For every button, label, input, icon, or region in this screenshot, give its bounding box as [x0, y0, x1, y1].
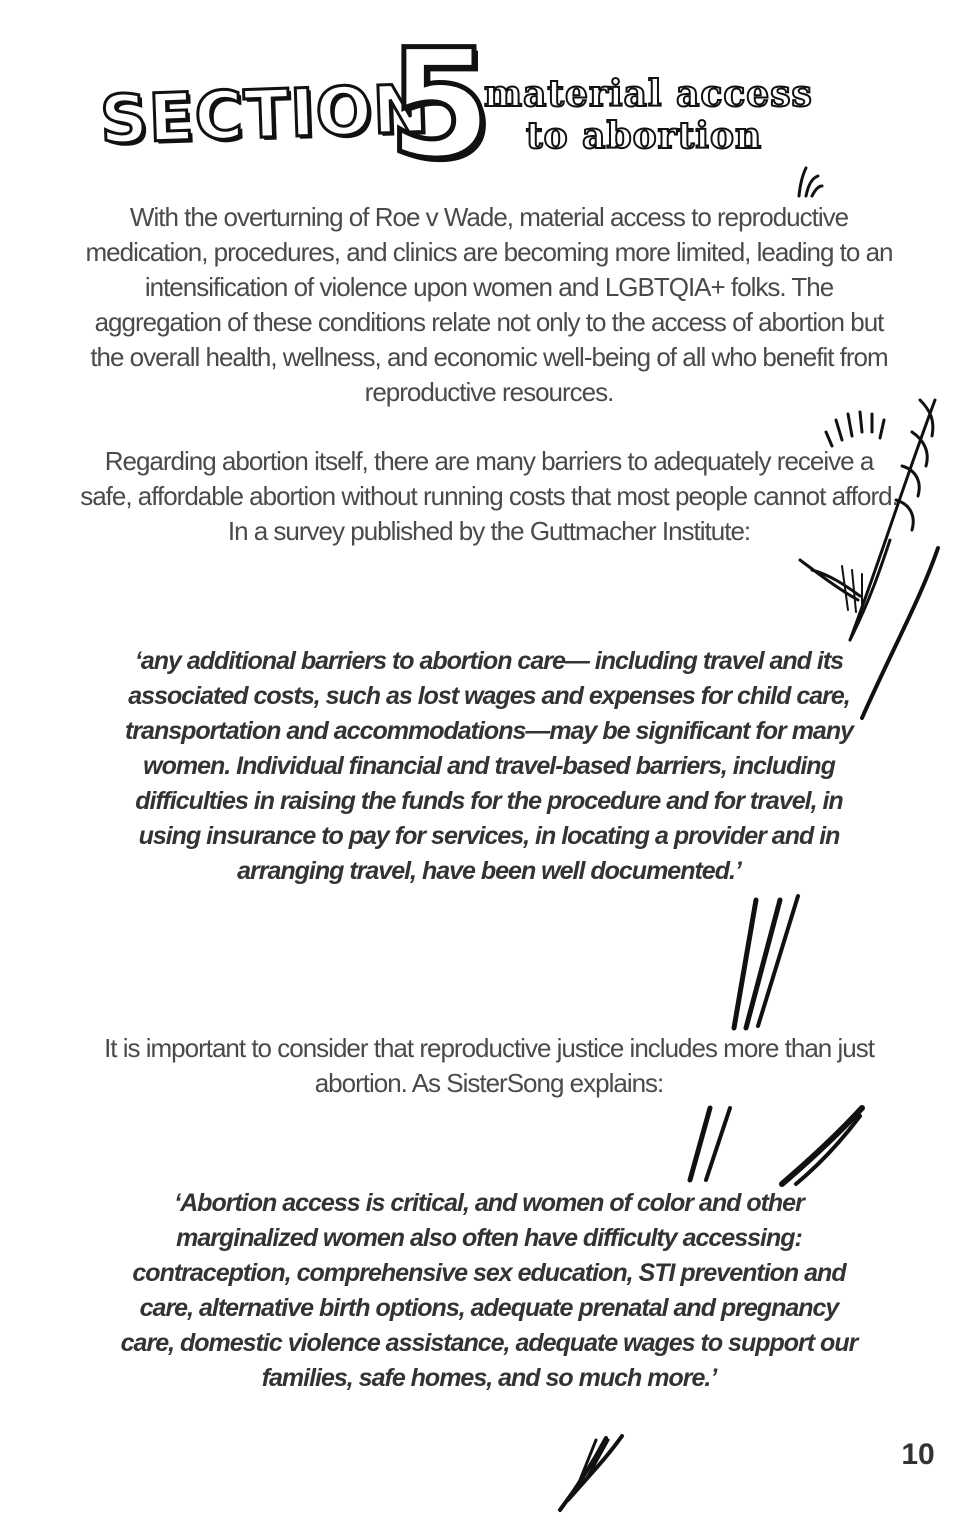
section-subtitle-line2: to abortion: [526, 115, 763, 157]
intro-paragraph: With the overturning of Roe v Wade, material access to reproductive medication, procedures, and clinics are becoming more limited, leading to an intensification of violence upon women and LGBTQIA+ folks. The aggregation of these conditions relate not only to the access of abortion but the overall health, wellness, and economic well-being of all who benefit from reproductive resources.: [85, 202, 893, 407]
page-number: 10: [901, 1438, 935, 1471]
guttmacher-quote: ‘any additional barriers to abortion care— including travel and its associated costs, such as lost wages and expenses for child care, transportation and accommodations—may be significant for many women. Individual financial and travel-based barriers, including difficulties in raising the funds for the procedure and for travel, in using insurance to pay for services, in locating a provider and in arranging travel, have been well documented.’: [124, 647, 854, 885]
reproductive-justice-paragraph: It is important to consider that reproductive justice includes more than just abortion. As SisterSong explains:: [104, 1033, 874, 1098]
section-number: 5: [388, 18, 493, 192]
section-header: [0, 0, 978, 200]
sistersong-quote: ‘Abortion access is critical, and women of color and other marginalized women also often have difficulty accessing: contraception, comprehensive sex education, STI prevention and care, alternative birth options, adequate prenatal and pregnancy care, domestic violence assistance, adequate wages to support our families, safe homes, and so much more.’: [120, 1189, 858, 1392]
section-title-word: SECTION: [98, 70, 431, 159]
barriers-paragraph: Regarding abortion itself, there are many barriers to adequately receive a safe, affordable abortion without running costs that most people cannot afford. In a survey published by the Guttmacher Institute:: [80, 446, 898, 546]
section-subtitle-line1: material access: [484, 73, 813, 115]
